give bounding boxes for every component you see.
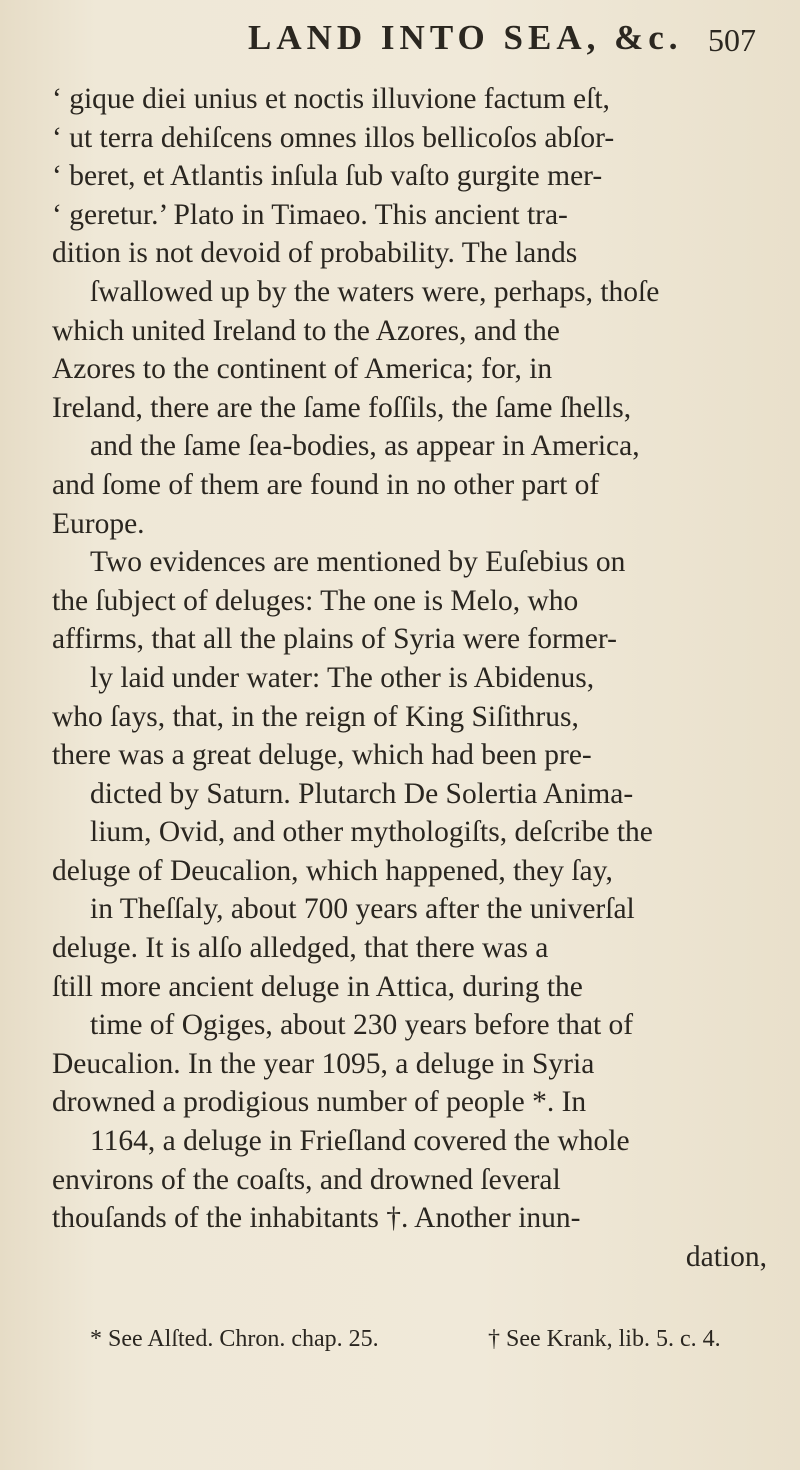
footnotes bbox=[90, 1326, 780, 1366]
text-line: there was a great deluge, which had been pre- bbox=[52, 739, 592, 772]
text-line: ‘ gique diei unius et noctis illuvione factum eſt, bbox=[52, 83, 610, 115]
paragraph-start-line: Two evidences are mentioned by Euſebius on bbox=[90, 546, 626, 579]
text-line: environs of the coaſts, and drowned ſeveral bbox=[52, 1163, 561, 1196]
text-line: the ſubject of deluges: The one is Melo, who bbox=[52, 584, 579, 617]
text-line: Azores to the continent of America; for, in bbox=[52, 353, 553, 386]
text-line: deluge of Deucalion, which happened, they ſay, bbox=[52, 854, 613, 887]
footnote-1: * See Alſted. Chron. chap. 25. bbox=[90, 1326, 379, 1352]
text-line: and the ſame ſea-bodies, as appear in America, bbox=[90, 430, 640, 463]
text-line: ‘ beret, et Atlantis inſula ſub vaſto gurgite mer- bbox=[52, 160, 603, 193]
page-header bbox=[0, 10, 800, 66]
text-line: thouſands of the inhabitants †. Another inun- bbox=[52, 1202, 581, 1235]
catchword-line: dation, bbox=[685, 1240, 767, 1273]
text-line: lium, Ovid, and other mythologiſts, deſcribe the bbox=[90, 816, 653, 849]
text-line: ly laid under water: The other is Abidenus, bbox=[90, 661, 595, 694]
page-number: 507 bbox=[708, 22, 756, 58]
text-line: ‘ ut terra dehiſcens omnes illos bellicoſos abſor- bbox=[52, 121, 615, 154]
footnote-2: † See Krank, lib. 5. c. 4. bbox=[488, 1326, 721, 1352]
text-line: in Theſſaly, about 700 years after the univerſal bbox=[90, 893, 635, 926]
text-line: Europe. bbox=[52, 507, 145, 540]
text-line: Deucalion. In the year 1095, a deluge in Syria bbox=[52, 1047, 595, 1080]
text-line: and ſome of them are found in no other part of bbox=[52, 468, 600, 501]
text-line: who ſays, that, in the reign of King Siſithrus, bbox=[52, 700, 579, 733]
text-line: drowned a prodigious number of people *. In bbox=[52, 1086, 587, 1119]
text-line: Ireland, there are the ſame foſſils, the ſame ſhells, bbox=[52, 391, 632, 424]
text-line: which united Ireland to the Azores, and the bbox=[52, 314, 560, 347]
body-text bbox=[52, 80, 787, 1276]
text-line: ‘ geretur.’ Plato in Timaeo. This ancient tra- bbox=[52, 198, 568, 231]
text-line: ſwallowed up by the waters were, perhaps, thoſe bbox=[90, 275, 660, 308]
running-head: LAND INTO SEA, &c. bbox=[248, 18, 683, 57]
text-line: affirms, that all the plains of Syria were former- bbox=[52, 623, 617, 656]
text-line: 1164, a deluge in Frieſland covered the whole bbox=[90, 1125, 630, 1158]
text-line: deluge. It is alſo alledged, that there was a bbox=[52, 932, 549, 965]
text-line: dicted by Saturn. Plutarch De Solertia Anima- bbox=[90, 777, 634, 810]
text-line: dition is not devoid of probability. The lands bbox=[52, 237, 578, 270]
text-line: ſtill more ancient deluge in Attica, during the bbox=[52, 970, 583, 1003]
text-line: time of Ogiges, about 230 years before that of bbox=[90, 1009, 634, 1042]
